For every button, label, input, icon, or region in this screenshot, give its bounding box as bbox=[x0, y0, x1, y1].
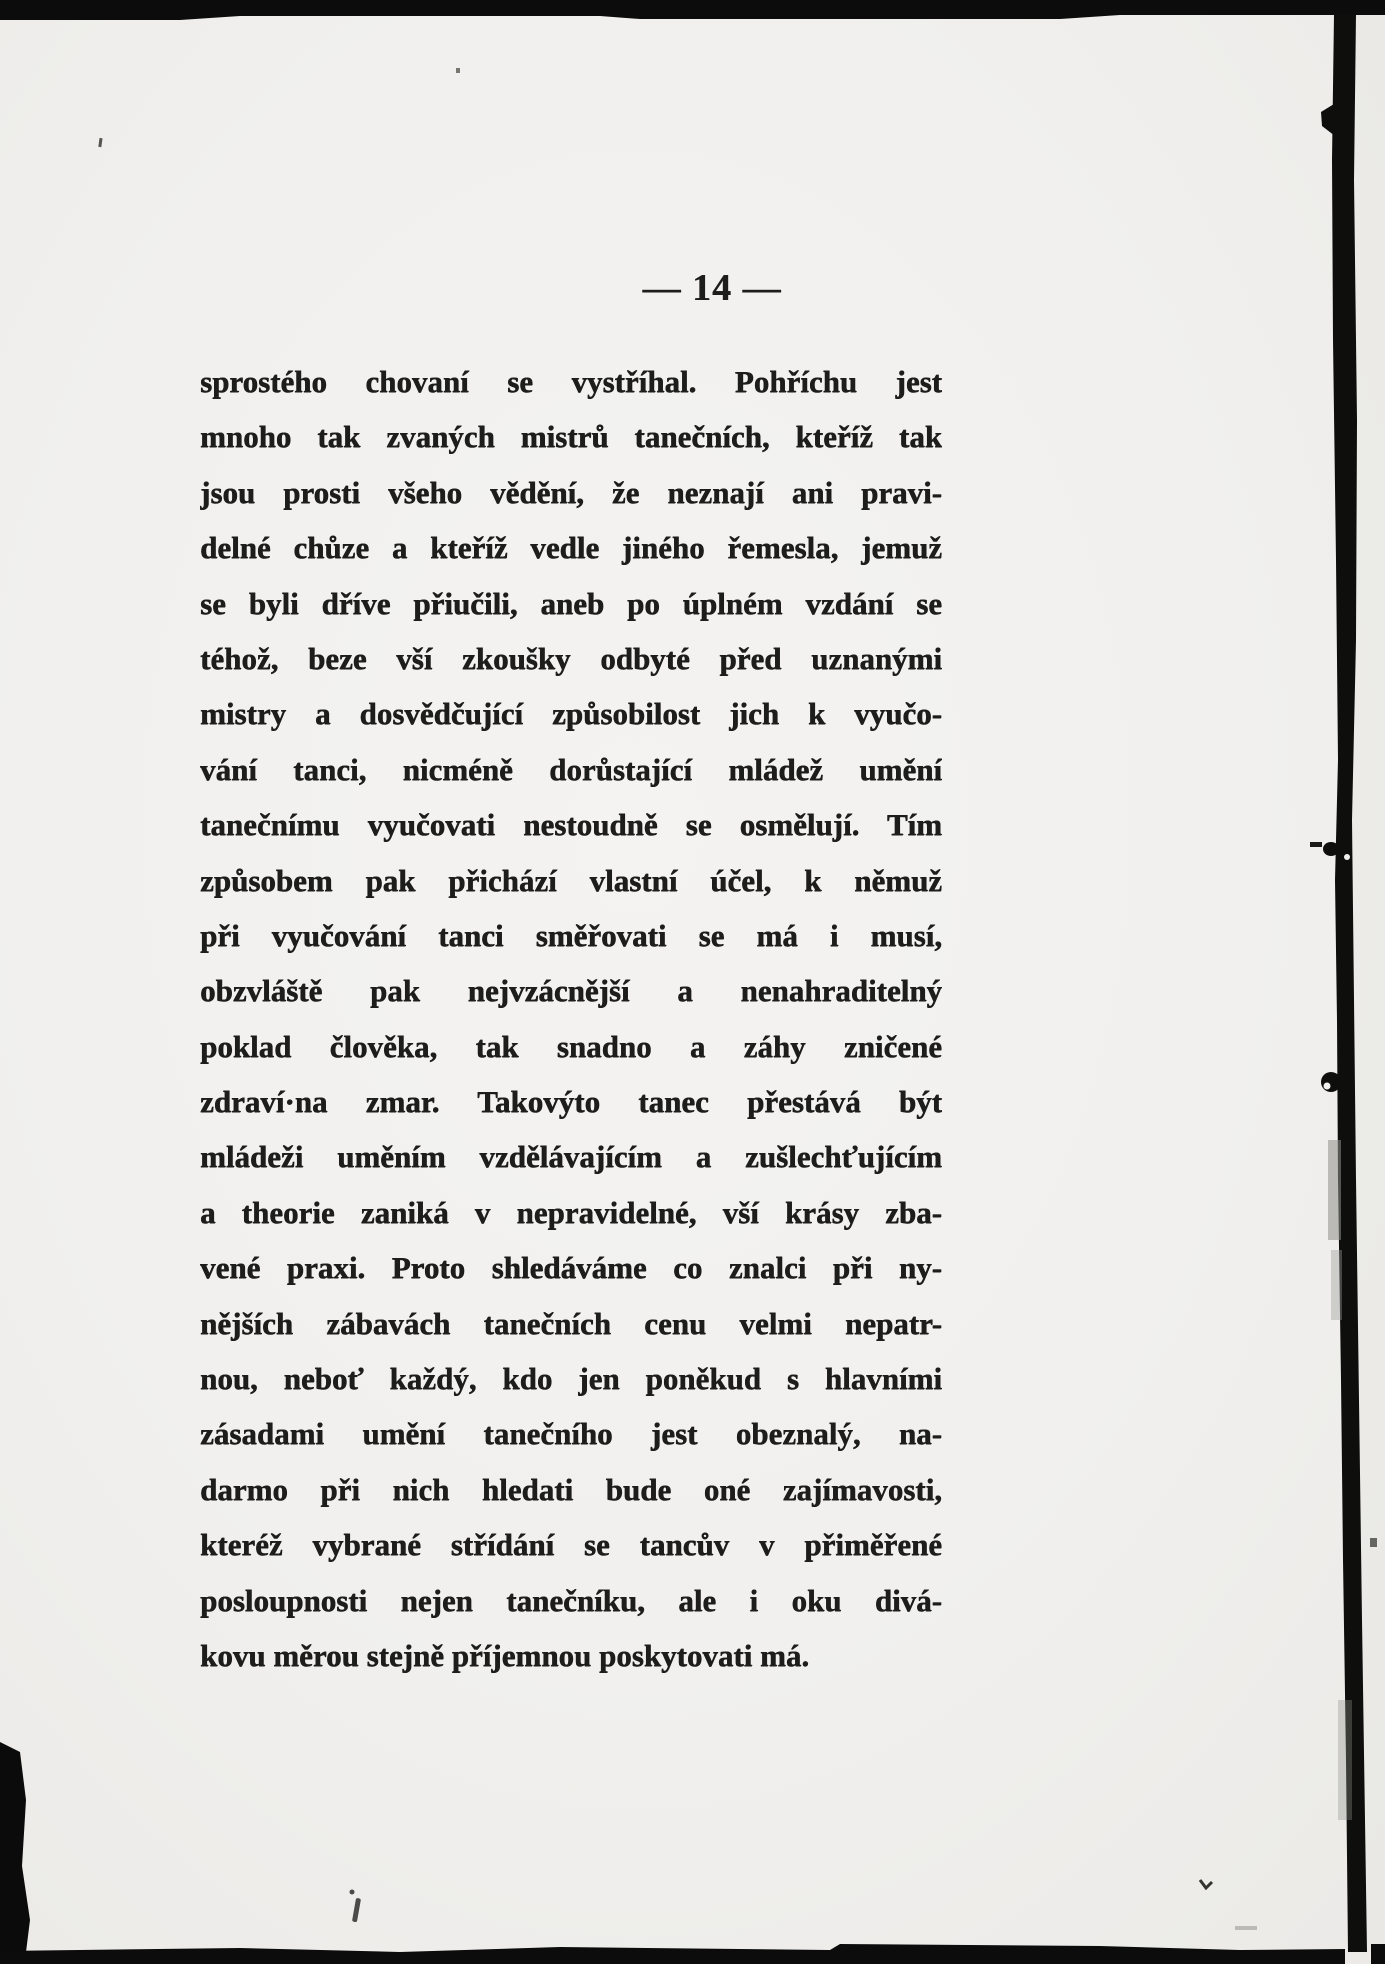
text-line: nou, neboť každý, kdo jen poněkud s hlavními bbox=[200, 1361, 942, 1397]
gutter-white-dot bbox=[1344, 854, 1350, 860]
top-scan-border bbox=[0, 0, 1385, 20]
speck bbox=[1370, 1538, 1377, 1547]
text-line: mládeži uměním vzdělávajícím a zušlechťujícím bbox=[200, 1139, 942, 1175]
text-line: vání tanci, nicméně dorůstající mládež umění bbox=[200, 751, 942, 787]
text-line: a theorie zaniká v nepravidelné, vší krásy zba- bbox=[200, 1194, 942, 1230]
small-v-mark bbox=[1200, 1880, 1212, 1888]
text-line: tanečnímu vyučovati nestoudně se osmělují. Tím bbox=[200, 807, 942, 843]
text-line: jsou prosti všeho vědění, že neznají ani pravi- bbox=[200, 474, 942, 510]
gutter-bump-mid bbox=[1323, 842, 1339, 856]
text-line: zásadami umění tanečního jest obeznalý, na- bbox=[200, 1416, 942, 1452]
text-line: téhož, beze vší zkoušky odbyté před uznanými bbox=[200, 640, 942, 676]
page-number: — 14 — bbox=[642, 267, 782, 309]
text-line: obzvláště pak nejvzácnější a nenahraditelný bbox=[200, 973, 942, 1009]
book-gutter-line bbox=[1332, 14, 1367, 1952]
gutter-smudge bbox=[1328, 1140, 1341, 1240]
bottom-right-corner bbox=[1371, 1944, 1385, 1964]
text-line: mnoho tak zvaných mistrů tanečních, kteříž tak bbox=[200, 419, 942, 455]
text-line: při vyučování tanci směřovati se má i musí, bbox=[200, 917, 942, 953]
text-line: nějších zábavách tanečních cenu velmi nepatr- bbox=[200, 1305, 942, 1341]
speck bbox=[456, 68, 460, 73]
text-line: poklad člověka, tak snadno a záhy zničené bbox=[200, 1028, 942, 1064]
text-line: zdraví·na zmar. Takovýto tanec přestává být bbox=[200, 1084, 942, 1120]
text-line: způsobem pak přichází vlastní účel, k němuž bbox=[200, 862, 942, 898]
gutter-dash-mark bbox=[1310, 842, 1322, 847]
text-line: sprostého chovaní se vystříhal. Pohříchu jest bbox=[200, 364, 942, 399]
faint-dash bbox=[1235, 1926, 1257, 1930]
right-paper-strip bbox=[1352, 14, 1385, 1952]
stray-i-mark bbox=[352, 1898, 361, 1923]
text-line: kovu měrou stejně příjemnou poskytovati má. bbox=[200, 1637, 810, 1673]
text-line: posloupnosti nejen tanečníku, ale i oku divá- bbox=[200, 1582, 942, 1618]
text-line: mistry a dosvědčující způsobilost jich k vyučo- bbox=[200, 696, 942, 732]
text-line: kteréž vybrané střídání se tancův v přiměřené bbox=[200, 1527, 942, 1563]
gutter-bump-top bbox=[1321, 104, 1335, 136]
gutter-curl-hole bbox=[1324, 1083, 1331, 1090]
speck bbox=[98, 138, 102, 147]
text-line: se byli dříve přiučili, aneb po úplném vzdání se bbox=[200, 585, 942, 621]
bottom-scan-border bbox=[0, 1944, 1345, 1964]
text-line: darmo při nich hledati bude oné zajímavosti, bbox=[200, 1471, 942, 1507]
left-edge-wedge bbox=[0, 1742, 30, 1952]
body-text bbox=[200, 354, 942, 1683]
gutter-smudge bbox=[1338, 1700, 1352, 1820]
text-line: vené praxi. Proto shledáváme co znalci při ny- bbox=[200, 1250, 942, 1286]
gutter-curl-blob bbox=[1321, 1072, 1341, 1092]
text-line: delné chůze a kteříž vedle jiného řemesla, jemuž bbox=[200, 530, 942, 566]
stray-i-dot bbox=[350, 1890, 355, 1895]
gutter-smudge bbox=[1331, 1250, 1342, 1320]
